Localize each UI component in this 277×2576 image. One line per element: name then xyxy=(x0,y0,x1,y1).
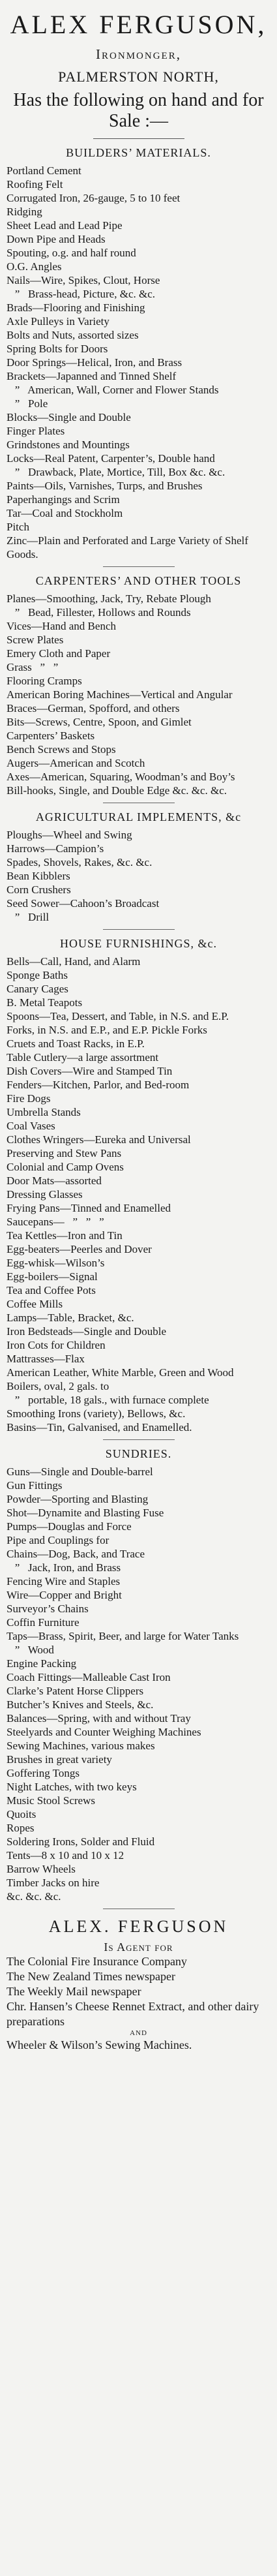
list-item: Preserving and Stew Pans xyxy=(7,1147,122,1159)
footer-merchant-name: ALEX. FERGUSON xyxy=(48,1917,229,1936)
agency-line: The New Zealand Times newspaper xyxy=(7,1970,175,1983)
list-item: Augers—American and Scotch xyxy=(7,757,145,769)
list-item: Pipe and Couplings for xyxy=(7,1534,109,1546)
list-item: Grindstones and Mountings xyxy=(7,438,130,451)
list-item: Guns—Single and Double-barrel xyxy=(7,1465,153,1478)
list-item: ” Drill xyxy=(7,911,50,923)
list-item: Iron Cots for Children xyxy=(7,1339,106,1351)
list-item: Egg-whisk—Wilson’s xyxy=(7,1257,105,1269)
list-item: Down Pipe and Heads xyxy=(7,233,106,245)
list-item: Canary Cages xyxy=(7,983,68,995)
list-item: Butcher’s Knives and Steels, &c. xyxy=(7,1698,154,1711)
list-item: Bean Kibblers xyxy=(7,870,70,882)
list-item: Colonial and Camp Ovens xyxy=(7,1161,124,1173)
section-title: CARPENTERS’ AND OTHER TOOLS xyxy=(35,574,242,587)
list-item: Soldering Irons, Solder and Fluid xyxy=(7,1835,155,1848)
list-item: Sponge Baths xyxy=(7,969,68,981)
list-item: Corn Crushers xyxy=(7,883,71,896)
list-item: Paints—Oils, Varnishes, Turps, and Brushes xyxy=(7,480,203,492)
list-item: Boilers, oval, 2 gals. to xyxy=(7,1380,109,1392)
list-item: Tea Kettles—Iron and Tin xyxy=(7,1229,123,1242)
list-item: Timber Jacks on hire xyxy=(7,1877,100,1889)
list-item: Sheet Lead and Lead Pipe xyxy=(7,219,123,232)
list-item: Ploughs—Wheel and Swing xyxy=(7,829,132,841)
list-item: Pumps—Douglas and Force xyxy=(7,1520,132,1533)
list-item: ” Brass-head, Picture, &c. &c. xyxy=(7,288,156,300)
list-item: Iron Bedsteads—Single and Double xyxy=(7,1325,167,1338)
list-item: Door Springs—Helical, Iron, and Brass xyxy=(7,356,182,369)
list-item: Blocks—Single and Double xyxy=(7,411,131,423)
list-item: ” Drawback, Plate, Mortice, Till, Box &c. &c. xyxy=(7,466,226,478)
list-item: Night Latches, with two keys xyxy=(7,1781,137,1793)
list-item: Seed Sower—Cahoon’s Broadcast xyxy=(7,897,160,910)
list-item: ” Jack, Iron, and Brass xyxy=(7,1561,121,1574)
list-item: Frying Pans—Tinned and Enamelled xyxy=(7,1202,171,1214)
list-item: Vices—Hand and Bench xyxy=(7,620,116,632)
agency-list xyxy=(7,1954,270,2029)
list-item: Ropes xyxy=(7,1822,35,1834)
list-item: Egg-beaters—Peerles and Dover xyxy=(7,1243,152,1255)
list-item: Spoons—Tea, Dessert, and Table, in N.S. and E.P. xyxy=(7,1010,229,1022)
list-item: Spades, Shovels, Rakes, &c. &c. xyxy=(7,856,153,868)
agency-line: Chr. Hansen’s Cheese Rennet Extract, and other dairy preparations xyxy=(7,2000,259,2028)
list-item: American Leather, White Marble, Green and Wood xyxy=(7,1366,234,1379)
list-item: Locks—Real Patent, Carpenter’s, Double hand xyxy=(7,452,215,465)
list-item: Wire—Copper and Bright xyxy=(7,1589,122,1601)
list-item: Pitch xyxy=(7,521,29,533)
list-item: Door Mats—assorted xyxy=(7,1174,102,1187)
list-item: Bill-hooks, Single, and Double Edge &c. &c. &c. xyxy=(7,784,227,797)
list-item: American Boring Machines—Vertical and Angular xyxy=(7,688,233,701)
headline: Has the following on hand and for Sale :— xyxy=(13,90,264,131)
list-item: Dish Covers—Wire and Stamped Tin xyxy=(7,1065,173,1077)
list-item: Brads—Flooring and Finishing xyxy=(7,301,145,314)
list-item: Steelyards and Counter Weighing Machines xyxy=(7,1726,201,1738)
section-divider xyxy=(103,1439,175,1440)
agent-label: Is Agent for xyxy=(104,1940,173,1954)
list-item: Balances—Spring, with and without Tray xyxy=(7,1712,191,1725)
list-item: Quoits xyxy=(7,1808,36,1820)
list-item: Ridging xyxy=(7,206,42,218)
list-item: Zinc—Plain and Perforated and Large Variety of Shelf Goods. xyxy=(7,534,252,560)
list-item: ” Bead, Fillester, Hollows and Rounds xyxy=(7,606,191,619)
list-item: Surveyor’s Chains xyxy=(7,1602,89,1615)
list-item: Gun Fittings xyxy=(7,1479,63,1492)
list-item: Bolts and Nuts, assorted sizes xyxy=(7,329,139,341)
list-item: Brushes in great variety xyxy=(7,1753,112,1766)
list-item: Spring Bolts for Doors xyxy=(7,343,108,355)
list-item: Cruets and Toast Racks, in E.P. xyxy=(7,1037,145,1050)
list-item: Basins—Tin, Galvanised, and Enamelled. xyxy=(7,1421,192,1434)
list-item: Powder—Sporting and Blasting xyxy=(7,1493,149,1505)
list-item: Tar—Coal and Stockholm xyxy=(7,507,123,519)
list-item: Flooring Cramps xyxy=(7,675,82,687)
advertisement xyxy=(0,10,277,2053)
merchant-trade: Ironmonger, xyxy=(96,46,181,62)
list-item: Axle Pulleys in Variety xyxy=(7,315,109,328)
list-item: Shot—Dynamite and Blasting Fuse xyxy=(7,1507,164,1519)
list-item: Nails—Wire, Spikes, Clout, Horse xyxy=(7,274,160,286)
list-item: Roofing Felt xyxy=(7,178,63,191)
section-title: SUNDRIES. xyxy=(105,1447,172,1460)
agency-line: The Weekly Mail newspaper xyxy=(7,1985,141,1998)
agency-last-line: Wheeler & Wilson’s Sewing Machines. xyxy=(7,2038,192,2051)
list-item: Bench Screws and Stops xyxy=(7,743,116,756)
list-item: B. Metal Teapots xyxy=(7,996,83,1009)
section-title: BUILDERS’ MATERIALS. xyxy=(66,146,211,159)
list-item: Fire Dogs xyxy=(7,1092,51,1105)
list-item: Spouting, o.g. and half round xyxy=(7,247,136,259)
list-item: Carpenters’ Baskets xyxy=(7,729,95,742)
list-item: Clothes Wringers—Eureka and Universal xyxy=(7,1133,191,1146)
agency-line: The Colonial Fire Insurance Company xyxy=(7,1955,187,1968)
list-item: Coffin Furniture xyxy=(7,1616,80,1629)
list-item: Planes—Smoothing, Jack, Try, Rebate Plough xyxy=(7,592,211,605)
list-item: Engine Packing xyxy=(7,1657,77,1670)
list-item: Sewing Machines, various makes xyxy=(7,1740,155,1752)
header-divider xyxy=(93,138,184,139)
section-divider xyxy=(103,929,175,930)
list-item: ” American, Wall, Corner and Flower Stands xyxy=(7,384,219,396)
list-item: Umbrella Stands xyxy=(7,1106,81,1118)
list-item: Saucepans— ” ” ” xyxy=(7,1216,104,1228)
list-item: Tents—8 x 10 and 10 x 12 xyxy=(7,1849,124,1862)
list-item: &c. &c. &c. xyxy=(7,1890,61,1903)
list-item: ” Wood xyxy=(7,1644,54,1656)
list-item: Table Cutlery—a large assortment xyxy=(7,1051,159,1064)
merchant-name: ALEX FERGUSON, xyxy=(10,10,267,39)
list-item: Brackets—Japanned and Tinned Shelf xyxy=(7,370,177,382)
and-label: AND xyxy=(130,2029,147,2037)
list-item: Mattrasses—Flax xyxy=(7,1353,85,1365)
list-item: ” Pole xyxy=(7,397,48,410)
list-item: Axes—American, Squaring, Woodman’s and Boy’s xyxy=(7,771,235,783)
list-item: Goffering Tongs xyxy=(7,1767,80,1779)
list-item: Harrows—Campion’s xyxy=(7,842,104,855)
list-item: Dressing Glasses xyxy=(7,1188,83,1201)
list-item: Lamps—Table, Bracket, &c. xyxy=(7,1311,134,1324)
product-sections xyxy=(7,146,270,1909)
list-item: O.G. Angles xyxy=(7,260,62,273)
list-item: Portland Cement xyxy=(7,164,81,177)
list-item: Smoothing Irons (variety), Bellows, &c. xyxy=(7,1407,186,1420)
list-item: Tea and Coffee Pots xyxy=(7,1284,96,1296)
list-item: Screw Plates xyxy=(7,634,64,646)
list-item: Barrow Wheels xyxy=(7,1863,76,1875)
list-item: ” portable, 18 gals., with furnace complete xyxy=(7,1394,209,1406)
list-item: Fenders—Kitchen, Parlor, and Bed-room xyxy=(7,1079,190,1091)
list-item: Paperhangings and Scrim xyxy=(7,493,120,506)
list-item: Braces—German, Spofford, and others xyxy=(7,702,180,714)
list-item: Clarke’s Patent Horse Clippers xyxy=(7,1685,144,1697)
list-item: Egg-boilers—Signal xyxy=(7,1270,98,1283)
list-item: Coal Vases xyxy=(7,1120,55,1132)
list-item: Bits—Screws, Centre, Spoon, and Gimlet xyxy=(7,716,192,728)
list-item: Forks, in N.S. and E.P., and E.P. Pickle Forks xyxy=(7,1024,207,1036)
list-item: Taps—Brass, Spirit, Beer, and large for Water Tanks xyxy=(7,1630,239,1642)
list-item: Bells—Call, Hand, and Alarm xyxy=(7,955,141,968)
list-item: Fencing Wire and Staples xyxy=(7,1575,121,1587)
list-item: Coffee Mills xyxy=(7,1298,63,1310)
merchant-location: PALMERSTON NORTH, xyxy=(58,69,219,85)
list-item: Chains—Dog, Back, and Trace xyxy=(7,1548,145,1560)
list-item: Music Stool Screws xyxy=(7,1794,95,1807)
list-item: Emery Cloth and Paper xyxy=(7,647,111,660)
list-item: Coach Fittings—Malleable Cast Iron xyxy=(7,1671,171,1683)
list-item: Finger Plates xyxy=(7,425,65,437)
section-divider xyxy=(103,566,175,567)
list-item: Corrugated Iron, 26-gauge, 5 to 10 feet xyxy=(7,192,181,204)
section-title: HOUSE FURNISHINGS, &c. xyxy=(59,937,217,950)
list-item: Grass ” ” xyxy=(7,661,59,673)
section-title: AGRICULTURAL IMPLEMENTS, &c xyxy=(35,810,242,823)
